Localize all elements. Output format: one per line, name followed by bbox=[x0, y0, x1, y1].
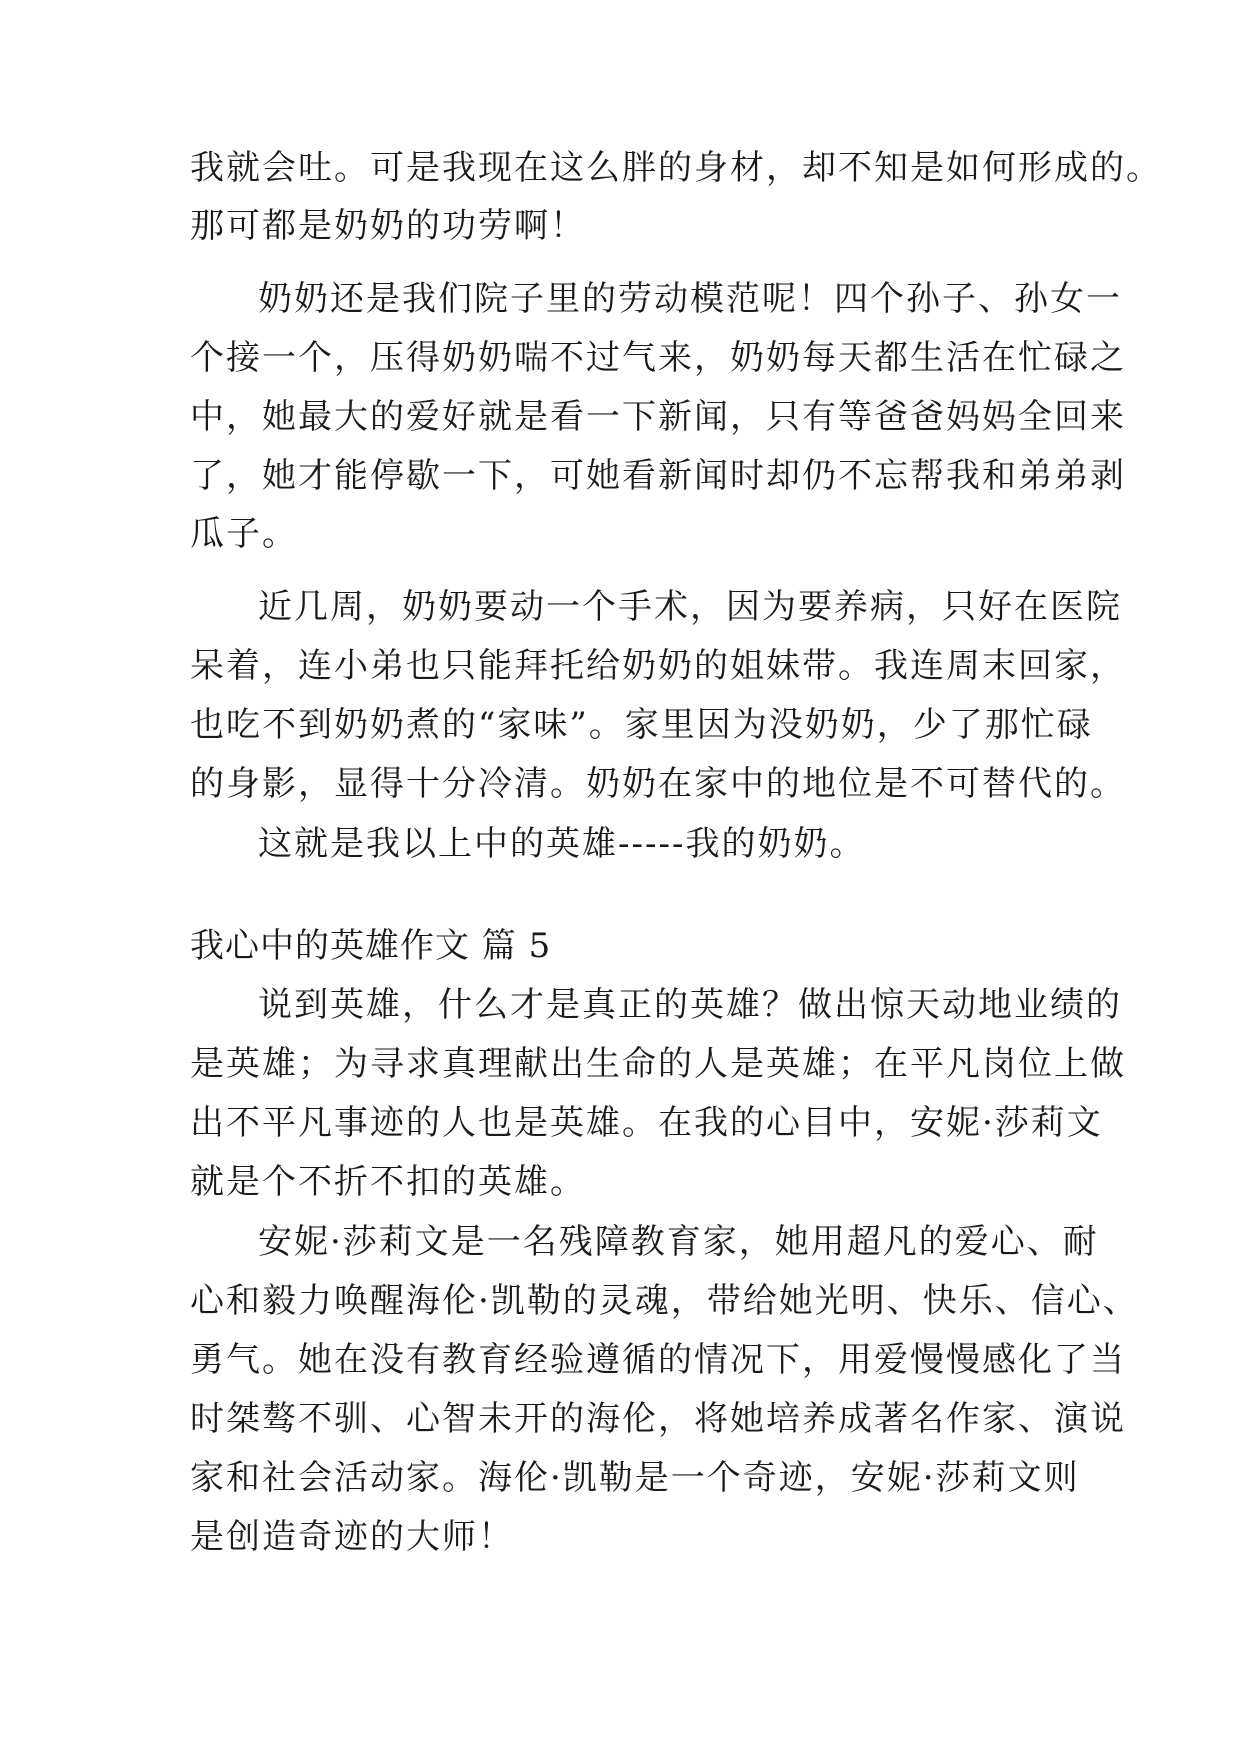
paragraph-line: 勇气。她在没有教育经验遵循的情况下，用爱慢慢感化了当 bbox=[190, 1340, 1126, 1380]
section-heading: 我心中的英雄作文 篇 5 bbox=[190, 926, 552, 966]
paragraph-line: 这就是我以上中的英雄-----我的奶奶。 bbox=[258, 824, 866, 864]
paragraph-line: 中，她最大的爱好就是看一下新闻，只有等爸爸妈妈全回来 bbox=[190, 397, 1126, 437]
paragraph-line: 个接一个，压得奶奶喘不过气来，奶奶每天都生活在忙碌之 bbox=[190, 338, 1126, 378]
paragraph-line: 的身影，显得十分冷清。奶奶在家中的地位是不可替代的。 bbox=[190, 764, 1126, 804]
paragraph-line: 就是个不折不扣的英雄。 bbox=[190, 1162, 586, 1202]
paragraph-line: 心和毅力唤醒海伦·凯勒的灵魂，带给她光明、快乐、信心、 bbox=[190, 1281, 1139, 1321]
paragraph-line: 说到英雄，什么才是真正的英雄？做出惊天动地业绩的 bbox=[258, 985, 1122, 1025]
paragraph-line: 那可都是奶奶的功劳啊！ bbox=[190, 206, 586, 246]
paragraph-line: 家和社会活动家。海伦·凯勒是一个奇迹，安妮·莎莉文则 bbox=[190, 1458, 1080, 1498]
paragraph-line: 瓜子。 bbox=[190, 514, 298, 554]
paragraph-line: 呆着，连小弟也只能拜托给奶奶的姐妹带。我连周末回家， bbox=[190, 646, 1126, 686]
paragraph-line: 我就会吐。可是我现在这么胖的身材，却不知是如何形成的。 bbox=[190, 148, 1162, 188]
paragraph-line: 时桀骜不驯、心智未开的海伦，将她培养成著名作家、演说 bbox=[190, 1399, 1126, 1439]
paragraph-line: 安妮·莎莉文是一名残障教育家，她用超凡的爱心、耐 bbox=[258, 1222, 1099, 1262]
paragraph-line: 奶奶还是我们院子里的劳动模范呢！四个孙子、孙女一 bbox=[258, 279, 1122, 319]
paragraph-line: 是英雄；为寻求真理献出生命的人是英雄；在平凡岗位上做 bbox=[190, 1044, 1126, 1084]
paragraph-line: 近几周，奶奶要动一个手术，因为要养病，只好在医院 bbox=[258, 587, 1122, 627]
paragraph-line: 了，她才能停歇一下，可她看新闻时却仍不忘帮我和弟弟剥 bbox=[190, 456, 1126, 496]
paragraph-line: 也吃不到奶奶煮的“家味”。家里因为没奶奶，少了那忙碌 bbox=[190, 705, 1093, 745]
paragraph-line: 出不平凡事迹的人也是英雄。在我的心目中，安妮·莎莉文 bbox=[190, 1103, 1103, 1143]
paragraph-line: 是创造奇迹的大师！ bbox=[190, 1517, 514, 1557]
